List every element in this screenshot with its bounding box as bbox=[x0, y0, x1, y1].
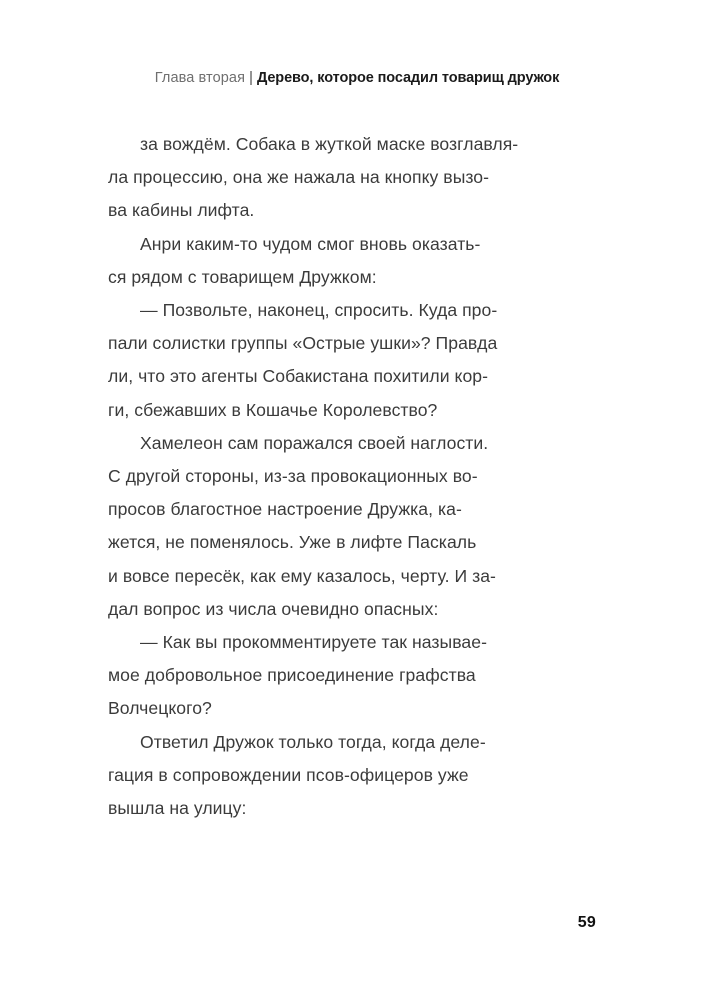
text-line: ги, сбежавших в Кошачье Королевство? bbox=[108, 399, 438, 420]
paragraph bbox=[108, 726, 597, 826]
text-line: С другой стороны, из-за провокационных во- bbox=[108, 466, 478, 487]
text-line: жется, не поменялось. Уже в лифте Паскаль bbox=[108, 532, 477, 553]
text-line: ли, что это агенты Собакистана похитили кор- bbox=[108, 366, 489, 387]
running-header bbox=[0, 68, 714, 88]
paragraph bbox=[108, 626, 597, 726]
text-line: гация в сопровождении псов-офицеров уже bbox=[108, 764, 469, 785]
text-line: дал вопрос из числа очевидно опасных: bbox=[108, 598, 439, 619]
text-line: мое добровольное присоединение графства bbox=[108, 665, 476, 686]
header-chapter-label: Глава вторая bbox=[154, 70, 246, 86]
text-line: и вовсе пересёк, как ему казалось, черту. И за- bbox=[108, 565, 496, 586]
text-line: Ответил Дружок только тогда, когда деле- bbox=[140, 731, 486, 752]
text-line: ла процессию, она же нажала на кнопку вызо- bbox=[108, 167, 490, 188]
text-line: — Позвольте, наконец, спросить. Куда про- bbox=[140, 300, 498, 321]
text-line: Анри каким-то чудом смог вновь оказать- bbox=[140, 233, 481, 254]
text-line: вышла на улицу: bbox=[108, 798, 247, 819]
text-line: Хамелеон сам поражался своей наглости. bbox=[140, 432, 489, 453]
text-line: ва кабины лифта. bbox=[108, 200, 255, 221]
header-separator: | bbox=[249, 70, 253, 86]
text-line: ся рядом с товарищем Дружком: bbox=[108, 266, 377, 287]
paragraph bbox=[108, 228, 597, 294]
text-line: — Как вы прокомментируете так называе- bbox=[140, 632, 487, 653]
paragraph bbox=[108, 294, 597, 427]
text-line: за вождём. Собака в жуткой маске возглавля- bbox=[140, 134, 519, 154]
body-text-block bbox=[108, 128, 597, 825]
paragraph bbox=[108, 427, 597, 626]
text-line: просов благостное настроение Дружка, ка- bbox=[108, 499, 462, 520]
text-line: пали солистки группы «Острые ушки»? Правда bbox=[108, 333, 498, 354]
page-number: 59 bbox=[577, 914, 596, 931]
text-line: Волчецкого? bbox=[108, 698, 212, 719]
header-chapter-title: Дерево, которое посадил товарищ дружок bbox=[256, 70, 560, 86]
paragraph bbox=[108, 128, 597, 228]
